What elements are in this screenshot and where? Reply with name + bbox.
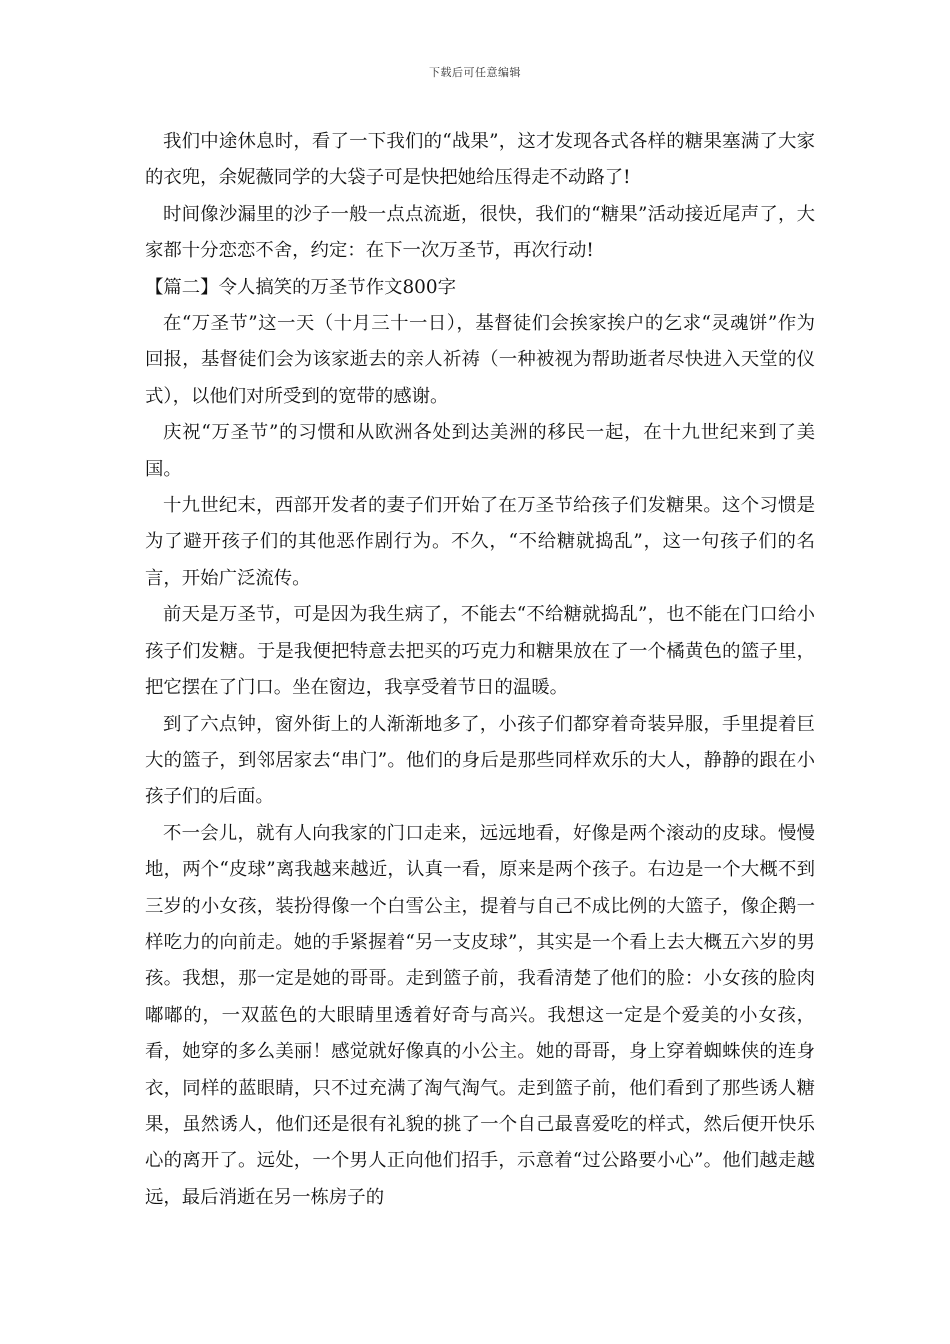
paragraph-1: 我们中途休息时，看了一下我们的“战果”，这才发现各式各样的糖果塞满了大家的衣兜，余妮薇同学的大袋子可是快把她给压得走不动路了! xyxy=(145,131,815,189)
page-header: 下载后可任意编辑 xyxy=(429,66,521,79)
paragraph-6: 前天是万圣节，可是因为我生病了，不能去“不给糖就捣乱”，也不能在门口给小孩子们发糖。于是我便把特意去把买的巧克力和糖果放在了一个橘黄色的篮子里，把它摆在了门口。坐在窗边，我享受着节日的温暖。 xyxy=(145,604,815,699)
section-heading: 【篇二】令人搞笑的万圣节作文800字 xyxy=(145,276,456,298)
paragraph-7: 到了六点钟，窗外街上的人渐渐地多了，小孩子们都穿着奇装异服，手里提着巨大的篮子，到邻居家去“串门”。他们的身后是那些同样欢乐的大人，静静的跟在小孩子们的后面。 xyxy=(145,713,815,808)
paragraph-3: 在“万圣节”这一天（十月三十一日），基督徒们会挨家挨户的乞求“灵魂饼”作为回报，基督徒们会为该家逝去的亲人祈祷（一种被视为帮助逝者尽快进入天堂的仪式），以他们对所受到的宽带的感谢。 xyxy=(145,313,815,407)
document-body xyxy=(145,124,815,1216)
paragraph-8: 不一会儿，就有人向我家的门口走来，远远地看，好像是两个滚动的皮球。慢慢地，两个“皮球”离我越来越近，认真一看，原来是两个孩子。右边是一个大概不到三岁的小女孩，装扮得像一个白雪公主，提着与自己不成比例的大篮子，像企鹅一样吃力的向前走。她的手紧握着“另一支皮球”，其实是一个看上去大概五六岁的男孩。我想，那一定是她的哥哥。走到篮子前，我看清楚了他们的脸：小女孩的脸肉嘟嘟的，一双蓝色的大眼睛里透着好奇与高兴。我想这一定是个爱美的小女孩，看，她穿的多么美丽！感觉就好像真的小公主。她的哥哥，身上穿着蜘蛛侠的连身衣，同样的蓝眼睛，只不过充满了淘气淘气。走到篮子前，他们看到了那些诱人糖果，虽然诱人，他们还是很有礼貌的挑了一个自己最喜爱吃的样式，然后便开快乐心的离开了。远处，一个男人正向他们招手，示意着“过公路要小心”。他们越走越远，最后消逝在另一栋房子的 xyxy=(145,822,815,1208)
paragraph-2: 时间像沙漏里的沙子一般一点点流逝，很快，我们的“糖果”活动接近尾声了，大家都十分恋恋不舍，约定：在下一次万圣节，再次行动! xyxy=(145,203,815,262)
paragraph-4: 庆祝“万圣节”的习惯和从欧洲各处到达美洲的移民一起，在十九世纪来到了美国。 xyxy=(145,422,815,480)
paragraph-5: 十九世纪末，西部开发者的妻子们开始了在万圣节给孩子们发糖果。这个习惯是为了避开孩子们的其他恶作剧行为。不久，“不给糖就捣乱”，这一句孩子们的名言，开始广泛流传。 xyxy=(145,495,815,589)
